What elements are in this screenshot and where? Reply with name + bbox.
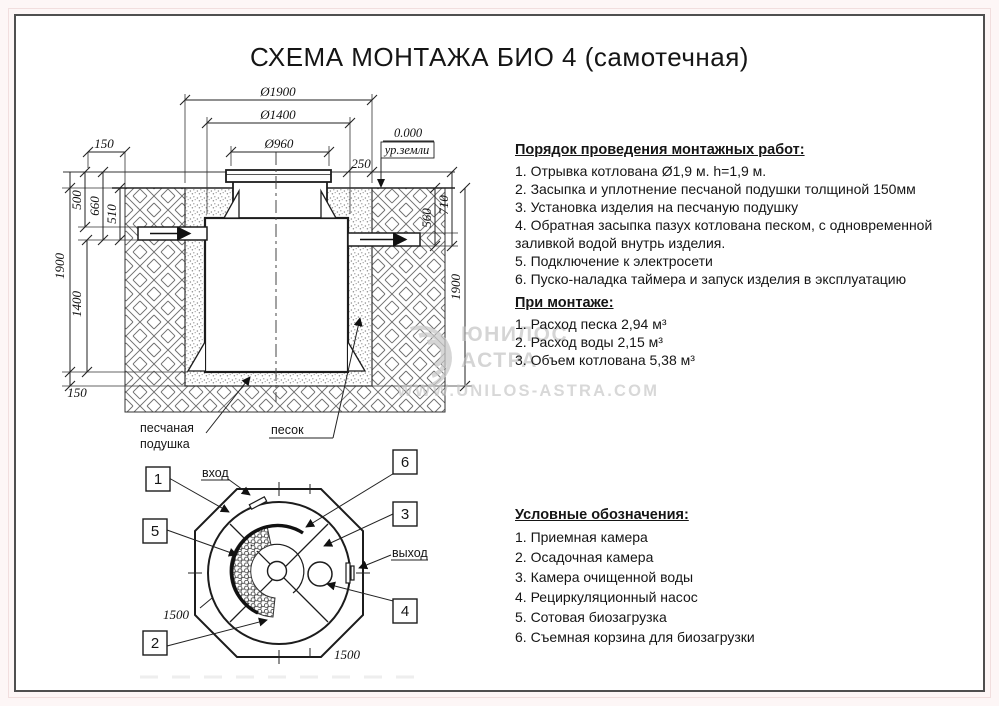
- page-title: СХЕМА МОНТАЖА БИО 4 (самотечная): [250, 42, 749, 72]
- installation-order-item: 5. Подключение к электросети: [515, 253, 713, 269]
- dim-660: 660: [87, 196, 102, 216]
- dim-d960: Ø960: [264, 136, 294, 151]
- dim-1400-left: 1400: [69, 291, 84, 317]
- inlet-label: вход: [202, 466, 229, 480]
- watermark-brand-1: ЮНИЛОС: [461, 323, 569, 346]
- callout-3: 3: [400, 506, 410, 523]
- installation-order-section: [515, 141, 970, 288]
- dim-d1900-top: Ø1900: [260, 84, 296, 99]
- installation-order-item: 1. Отрывка котлована Ø1,9 м. h=1,9 м.: [515, 163, 767, 179]
- legend-item: 2. Осадочная камера: [515, 549, 654, 565]
- dim-1500-bottom: 1500: [334, 647, 360, 662]
- sand-cushion-label-2: подушка: [140, 437, 190, 451]
- dim-710: 710: [436, 195, 451, 215]
- dim-1900-left: 1900: [52, 253, 67, 279]
- dim-1500-left: 1500: [163, 607, 189, 622]
- dim-150-bottom: 150: [67, 385, 87, 400]
- sand-label: песок: [271, 423, 304, 437]
- dim-1900-right: 1900: [448, 274, 463, 300]
- center-circle: [268, 562, 287, 581]
- ground-level-label: ур.земли: [384, 143, 430, 157]
- ground-level-mark: [377, 126, 434, 188]
- callout-2: 2: [150, 635, 160, 652]
- installation-order-item: 2. Засыпка и уплотнение песчаной подушки толщиной 150мм: [515, 181, 916, 197]
- dim-500: 500: [69, 190, 84, 210]
- top-view: [140, 450, 428, 677]
- dim-150-left: 150: [94, 136, 114, 151]
- legend-item: 1. Приемная камера: [515, 529, 648, 545]
- sand-cushion-label-1: песчаная: [140, 421, 194, 435]
- outlet-label: выход: [392, 546, 428, 560]
- dim-560: 560: [419, 208, 434, 228]
- dim-d1400: Ø1400: [260, 107, 296, 122]
- inlet-pipe: [138, 227, 207, 240]
- legend-section: [515, 506, 970, 647]
- montage-item: 1. Расход песка 2,94 м³: [515, 316, 667, 332]
- montage-heading: При монтаже:: [515, 295, 614, 311]
- dim-250-right: 250: [351, 156, 371, 171]
- montage-item: 2. Расход воды 2,15 м³: [515, 334, 663, 350]
- callout-6: 6: [400, 454, 410, 471]
- dim-510: 510: [104, 204, 119, 224]
- installation-order-item: 6. Пуско-наладка таймера и запуск изделия в эксплуатацию: [515, 271, 907, 287]
- legend-item: 4. Рециркуляционный насос: [515, 589, 698, 605]
- watermark-url: WWW.UNILOS-ASTRA.COM: [397, 382, 660, 400]
- legend-heading: Условные обозначения:: [515, 507, 689, 523]
- outlet-flange: [346, 563, 354, 583]
- installation-order-item: 3. Установка изделия на песчаную подушку: [515, 199, 799, 215]
- montage-consumption-section: [515, 294, 970, 369]
- level-zero-label: 0.000: [393, 126, 423, 140]
- legend-item: 6. Съемная корзина для биозагрузки: [515, 629, 755, 645]
- legend-item: 3. Камера очищенной воды: [515, 569, 694, 585]
- callout-4: 4: [400, 603, 410, 620]
- installation-order-item: 4. Обратная засыпка пазух котлована песком, с одновременной заливкой водой внутрь изделия.: [515, 217, 933, 251]
- legend-item: 5. Сотовая биозагрузка: [515, 609, 667, 625]
- pump-circle: [308, 562, 332, 586]
- watermark-brand-2: АСТРА: [461, 349, 538, 372]
- montage-item: 3. Объем котлована 5,38 м³: [515, 352, 695, 368]
- callout-1: 1: [153, 471, 163, 488]
- installation-order-heading: Порядок проведения монтажных работ:: [515, 142, 805, 158]
- callout-5: 5: [150, 523, 160, 540]
- outlet-pipe: [348, 233, 420, 246]
